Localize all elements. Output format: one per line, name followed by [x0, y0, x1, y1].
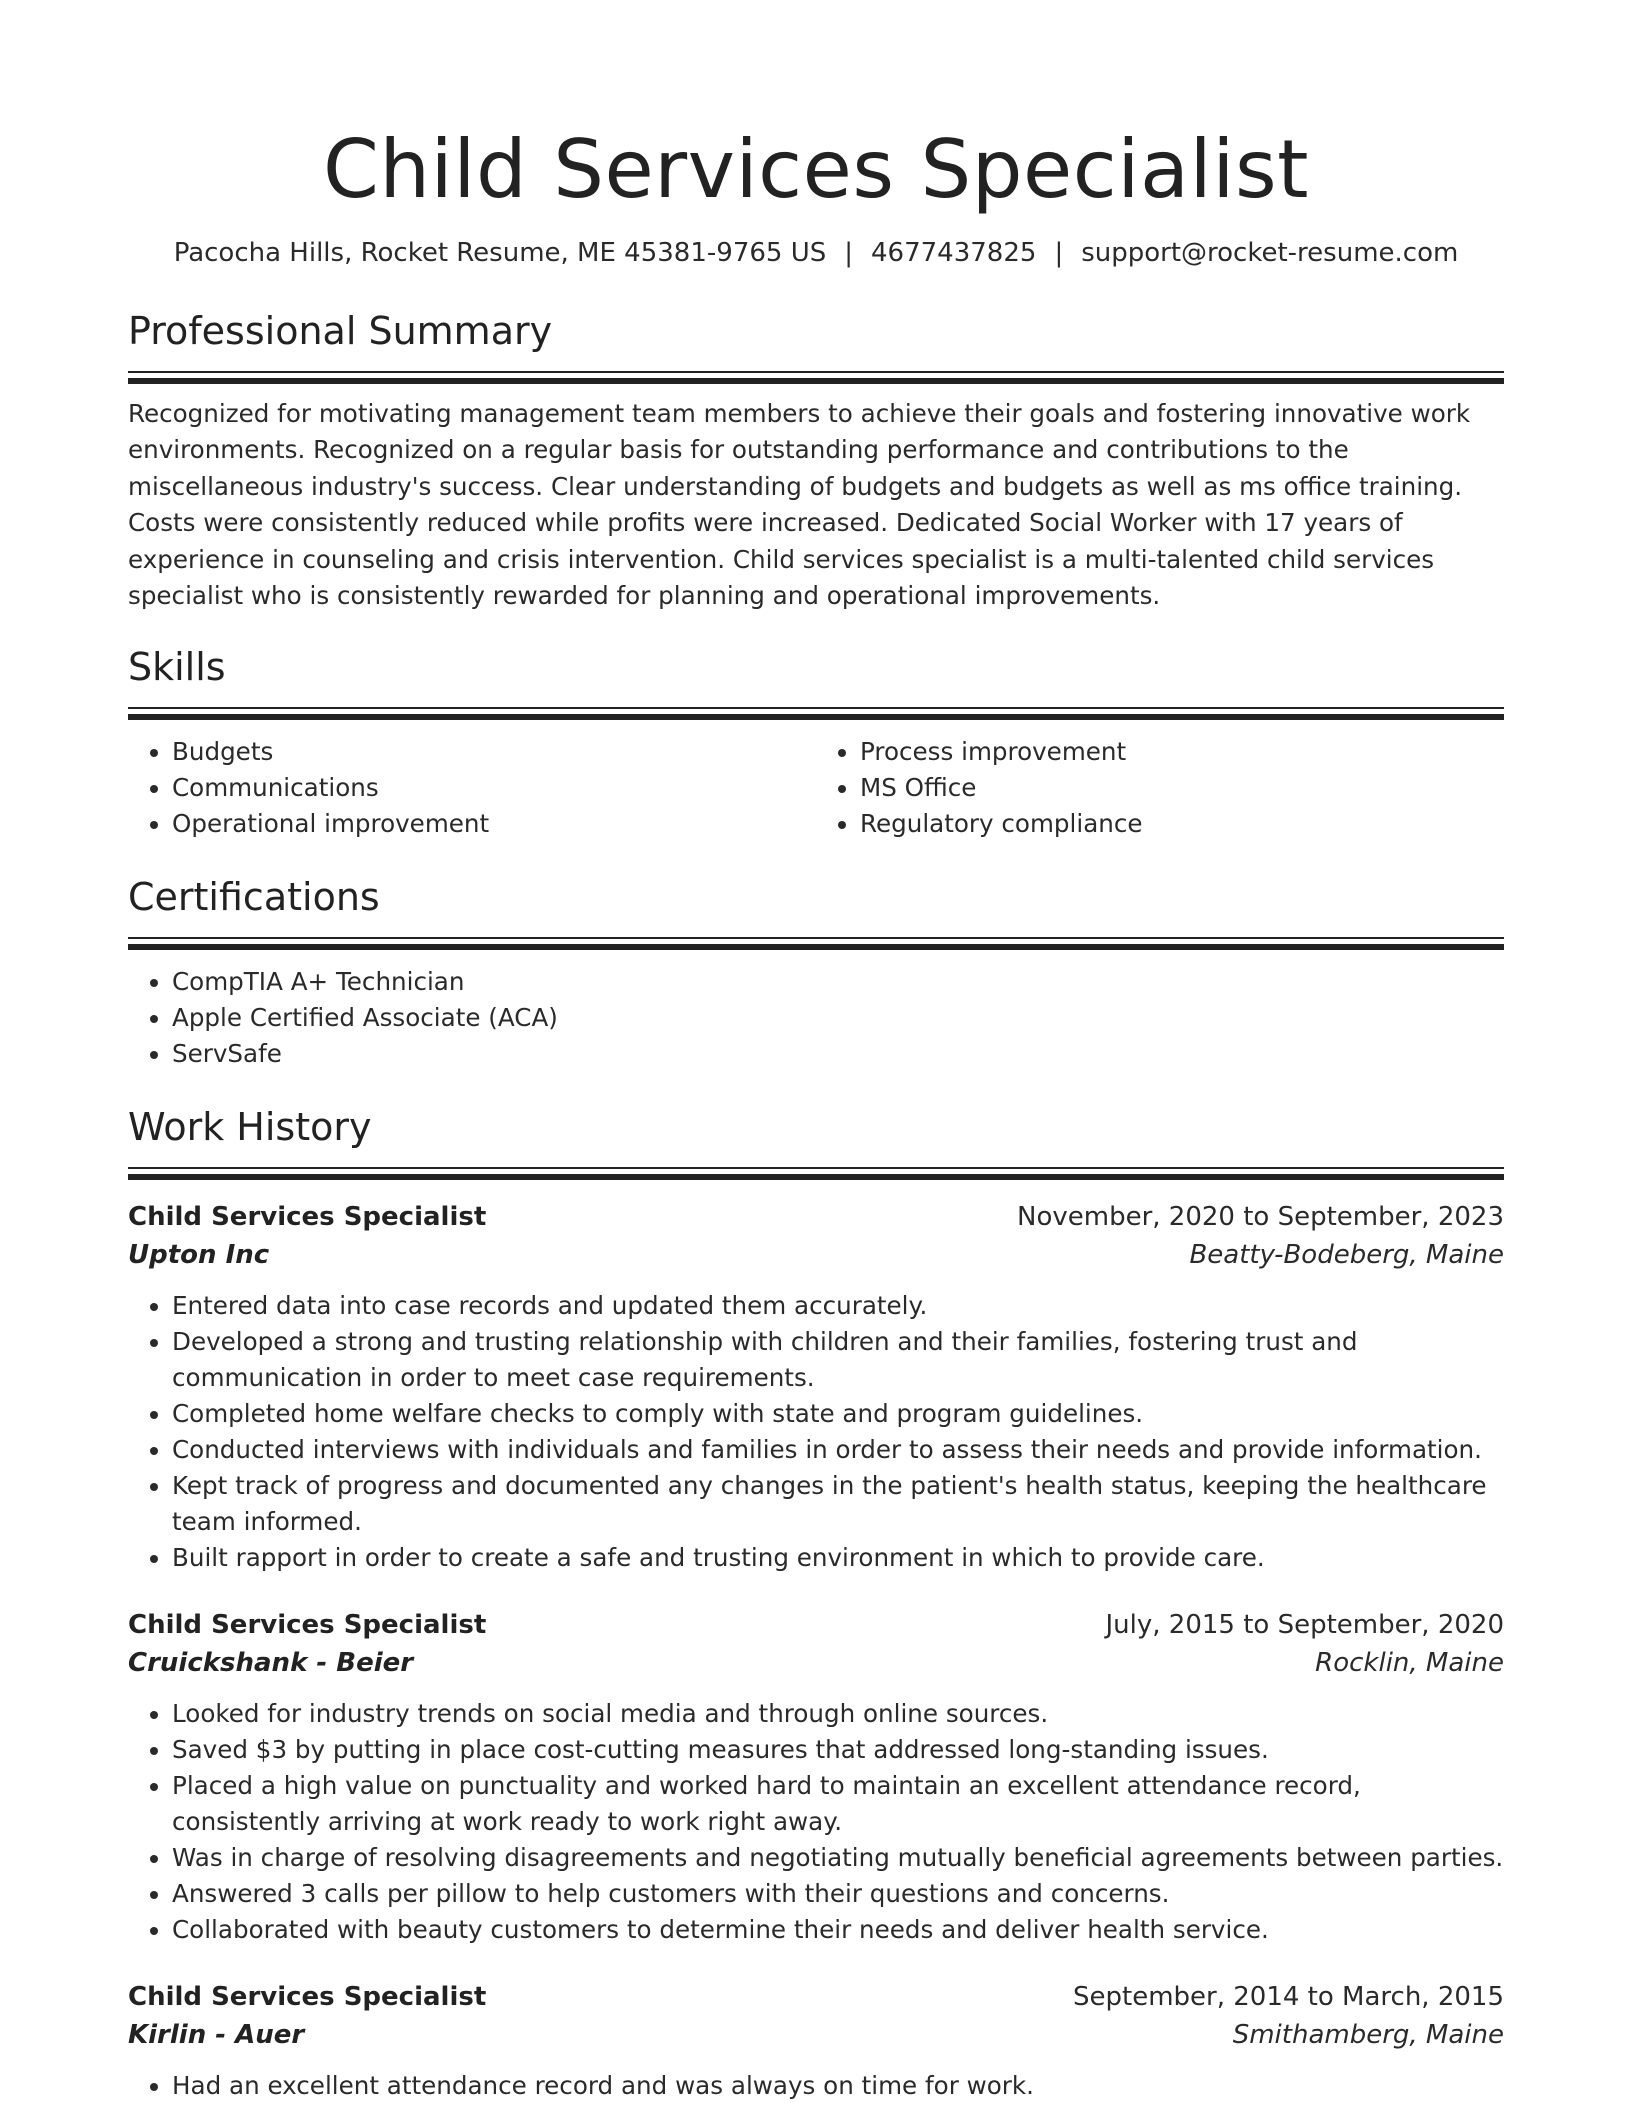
job-header — [128, 1606, 1504, 1644]
job-dates: July, 2015 to September, 2020 — [1105, 1610, 1504, 1641]
job-dates: September, 2014 to March, 2015 — [1073, 1982, 1504, 2013]
contact-address: Pacocha Hills, Rocket Resume, ME 45381-9765 US — [173, 238, 827, 268]
job-bullet: • Built rapport in order to create a safe and trusting environment in which to provide care. — [172, 1540, 1504, 1576]
skills-heading: Skills — [128, 645, 226, 690]
contact-separator: | — [1054, 238, 1064, 268]
skills-grid — [128, 734, 1504, 842]
certification-item: • Apple Certified Associate (ACA) — [172, 1000, 1504, 1036]
contact-email[interactable]: support@rocket-resume.com — [1081, 238, 1459, 268]
job-bullet: • Conducted interviews with individuals and families in order to assess their needs and provide information. — [172, 1432, 1504, 1468]
job-subheader — [128, 2016, 1504, 2054]
job-dates: November, 2020 to September, 2023 — [1017, 1202, 1504, 1233]
job-location: Rocklin, Maine — [1315, 1648, 1504, 1679]
job-subheader — [128, 1644, 1504, 1682]
skills-section — [128, 642, 1504, 842]
job-bullet: • Completed home welfare checks to comply with state and program guidelines. — [172, 1396, 1504, 1432]
job-entry — [128, 1198, 1504, 1576]
job-location: Smithamberg, Maine — [1232, 2020, 1504, 2051]
job-bullet: • Was in charge of resolving disagreements and negotiating mutually beneficial agreements between parties. — [172, 1840, 1504, 1876]
job-bullet: • Developed a strong and trusting relationship with children and their families, fostering trust and communication in order to meet case requirements. — [172, 1324, 1504, 1396]
section-divider — [128, 707, 1504, 720]
summary-heading: Professional Summary — [128, 309, 553, 353]
job-header — [128, 1978, 1504, 2016]
job-bullet: • Collaborated with beauty customers to determine their needs and deliver health service. — [172, 1912, 1504, 1948]
skills-list-left — [128, 734, 816, 842]
certifications-section — [128, 872, 1504, 1072]
job-bullet: • Had an excellent attendance record and was always on time for work. — [172, 2068, 1504, 2104]
certification-item: • CompTIA A+ Technician — [172, 964, 1504, 1000]
skill-item: • MS Office — [860, 770, 1504, 806]
job-bullet: • Looked for industry trends on social media and through online sources. — [172, 1696, 1504, 1732]
job-bullet: • Saved $3 by putting in place cost-cutting measures that addressed long-standing issues. — [172, 1732, 1504, 1768]
job-title: Child Services Specialist — [128, 1982, 487, 2013]
job-bullet: • Placed a high value on punctuality and worked hard to maintain an excellent attendance record, consistently arriving at work ready to work right away. — [172, 1768, 1504, 1840]
job-entry — [128, 1978, 1504, 2104]
summary-text: Recognized for motivating management team members to achieve their goals and fostering innovative work environments. Recognized on a regular basis for outstanding performance and contributions to the miscellaneous industry's success. Clear understanding of budgets and budgets as well as ms office training. Costs were consistently reduced while profits were increased. Dedicated Social Worker with 17 years of experience in counseling and crisis intervention. Child services specialist is a multi-talented child services specialist who is consistently rewarded for planning and operational improvements. — [128, 399, 1471, 611]
certification-item: • ServSafe — [172, 1036, 1504, 1072]
job-entry — [128, 1606, 1504, 1948]
contact-separator: | — [844, 238, 854, 268]
skill-item: • Operational improvement — [172, 806, 816, 842]
certifications-heading: Certifications — [128, 875, 380, 920]
skill-item: • Communications — [172, 770, 816, 806]
job-bullet: • Kept track of progress and documented any changes in the patient's health status, keeping the healthcare team informed. — [172, 1468, 1504, 1540]
certifications-list — [128, 964, 1504, 1072]
job-location: Beatty-Bodeberg, Maine — [1189, 1240, 1504, 1271]
summary-section — [128, 306, 1504, 614]
job-bullet: • Answered 3 calls per pillow to help customers with their questions and concerns. — [172, 1876, 1504, 1912]
skills-list-right — [816, 734, 1504, 842]
job-header — [128, 1198, 1504, 1236]
work-history-section — [128, 1102, 1504, 2104]
contact-phone: 4677437825 — [871, 238, 1037, 268]
job-title: Child Services Specialist — [128, 1610, 487, 1641]
job-bullets — [128, 1696, 1504, 1948]
section-divider — [128, 371, 1504, 384]
job-bullets — [128, 1288, 1504, 1576]
skill-item: • Process improvement — [860, 734, 1504, 770]
candidate-name: Child Services Specialist — [322, 123, 1309, 216]
job-company: Kirlin - Auer — [128, 2020, 305, 2051]
job-company: Upton Inc — [128, 1240, 270, 1271]
job-title: Child Services Specialist — [128, 1202, 487, 1233]
job-bullet: • Entered data into case records and updated them accurately. — [172, 1288, 1504, 1324]
skill-item: • Regulatory compliance — [860, 806, 1504, 842]
skills-column-left — [128, 734, 816, 842]
job-subheader — [128, 1236, 1504, 1274]
contact-line — [128, 236, 1504, 270]
section-divider — [128, 937, 1504, 950]
job-bullets — [128, 2068, 1504, 2104]
skills-column-right — [816, 734, 1504, 842]
section-divider — [128, 1167, 1504, 1180]
skill-item: • Budgets — [172, 734, 816, 770]
job-company: Cruickshank - Beier — [128, 1648, 414, 1679]
work-history-heading: Work History — [128, 1105, 372, 1150]
